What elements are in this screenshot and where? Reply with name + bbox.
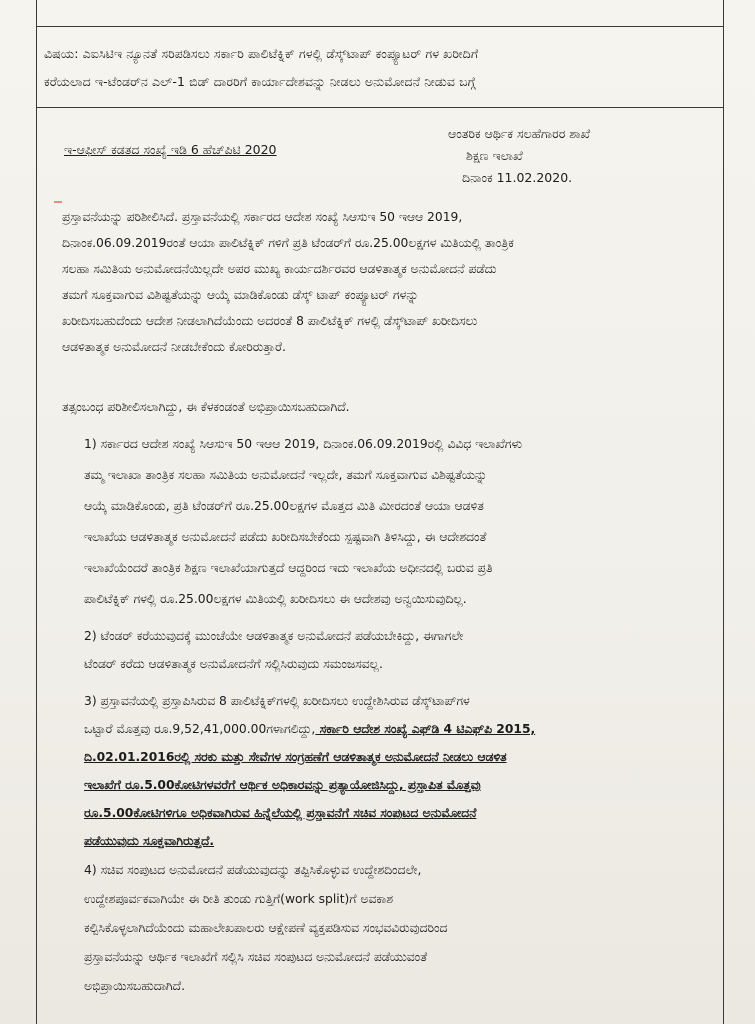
page-border-right: [723, 0, 724, 1024]
point-1-line: ತಮ್ಮ ಇಲಾಖಾ ತಾಂತ್ರಿಕ ಸಲಹಾ ಸಮಿತಿಯ ಅನುಮೋದನೆ ಇಲ್ಲದೇ, ತಮಗೆ ಸೂಕ್ತವಾಗುವ ವಿಶಿಷ್ಟತೆಯನ್ನು: [84, 468, 488, 482]
point-1-line: ಇಲಾಖೆಯೆಂದರೆ ತಾಂತ್ರಿಕ ಶಿಕ್ಷಣ ಇಲಾಖೆಯಾಗುತ್ತದೆ ಆದ್ದರಿಂದ ಇದು ಇಲಾಖೆಯ ಅಧೀನದಲ್ಲಿ ಬರುವ ಪ್ರತಿ: [84, 561, 493, 575]
point-4-line: ಕಲ್ಪಿಸಿಕೊಳ್ಳಲಾಗಿದೆಯೆಂದು ಮಹಾಲೇಖಪಾಲರು ಆಕ್ಷೇಪಣೆ ವ್ಯಕ್ತಪಡಿಸುವ ಸಂಭವವಿರುವುದರಿಂದ: [84, 921, 448, 935]
point-1-line: 1) ಸರ್ಕಾರದ ಆದೇಶ ಸಂಖ್ಯೆ ಸಿಆಸುಇ 50 ಇಆಆ 2019, ದಿನಾಂಕ.06.09.2019ರಲ್ಲಿ ವಿವಿಧ ಇಲಾಖೆಗಳು: [84, 437, 523, 451]
point-2-line: 2) ಟೆಂಡರ್ ಕರೆಯುವುದಕ್ಕೆ ಮುಂಚೆಯೇ ಆಡಳಿತಾತ್ಮಕ ಅನುಮೋದನೆ ಪಡೆಯಬೇಕಿದ್ದು, ಈಗಾಗಲೇ: [84, 629, 464, 643]
subject-box: [36, 26, 723, 108]
intro-line: ಆಡಳಿತಾತ್ಮಕ ಅನುಮೋದನೆ ನೀಡಬೇಕೆಂದು ಕೋರಿರುತ್ತಾರೆ.: [62, 340, 286, 354]
intro-line: ಸಲಹಾ ಸಮಿತಿಯ ಅನುಮೋದನೆಯಿಲ್ಲದೇ ಅಪರ ಮುಖ್ಯ ಕಾರ್ಯದರ್ಶಿರವರ ಆಡಳಿತಾತ್ಮಕ ಅನುಮೋದನೆ ಪಡೆದು: [62, 262, 497, 276]
document-date: ದಿನಾಂಕ 11.02.2020.: [462, 170, 573, 185]
point-4: [84, 856, 447, 1001]
point-3-line: ಪಡೆಯುವುದು ಸೂಕ್ತವಾಗಿರುತ್ತದೆ.: [84, 834, 215, 848]
subject-line-2: ಕರೆಯಲಾದ ಇ-ಟೆಂಡರ್‌ನ ಎಲ್-1 ಬಿಡ್ ದಾರರಿಗೆ ಕಾರ್ಯಾದೇಶವನ್ನು ನೀಡಲು ಅನುಮೋದನೆ ನೀಡುವ ಬಗ್ಗೆ: [44, 74, 476, 89]
point-3-line: ದಿ.02.01.2016ರಲ್ಲಿ ಸರಕು ಮತ್ತು ಸೇವೆಗಳ ಸಂಗ್ರಹಣೆಗೆ ಆಡಳಿತಾತ್ಮಕ ಅನುಮೋದನೆ ನೀಡಲು ಆಡಳಿತ: [84, 750, 507, 764]
point-3-order-ref: ಸರ್ಕಾರಿ ಆದೇಶ ಸಂಖ್ಯೆ ಎಫ್‌ಡಿ 4 ಟಿಎಫ್‌ಪಿ 2015,: [315, 722, 536, 736]
point-3-line-2: [84, 715, 535, 743]
point-3-amount: ಒಟ್ಟಾರೆ ಮೊತ್ತವು ರೂ.9,52,41,000.00ಗಳಾಗಲಿದ್ದು,: [84, 722, 316, 736]
intro-line: ತಮಗೆ ಸೂಕ್ತವಾಗುವ ವಿಶಿಷ್ಟತೆಯನ್ನು ಆಯ್ಕೆ ಮಾಡಿಕೊಂಡು ಡೆಸ್ಕ್ ಟಾಪ್ ಕಂಪ್ಯೂಟರ್ ಗಳನ್ನು: [62, 288, 419, 302]
point-2-line: ಟೆಂಡರ್ ಕರೆದು ಆಡಳಿತಾತ್ಮಕ ಅನುಮೋದನೆಗೆ ಸಲ್ಲಿಸಿರುವುದು ಸಮಂಜಸವಲ್ಲ.: [84, 657, 383, 671]
point-3-line: ರೂ.5.00ಕೋಟಿಗಳಿಗೂ ಅಧಿಕವಾಗಿರುವ ಹಿನ್ನೆಲೆಯಲ್ಲಿ ಪ್ರಸ್ತಾವನೆಗೆ ಸಚಿವ ಸಂಪುಟದ ಅನುಮೋದನೆ: [84, 806, 477, 820]
department-name: ಶಿಕ್ಷಣ ಇಲಾಖೆ: [466, 148, 523, 163]
point-3-line: 3) ಪ್ರಸ್ತಾವನೆಯಲ್ಲಿ ಪ್ರಸ್ತಾಪಿಸಿರುವ 8 ಪಾಲಿಟೆಕ್ನಿಕ್‌ಗಳಲ್ಲಿ ಖರೀದಿಸಲು ಉದ್ದೇಶಿಸಿರುವ ಡೆಸ್ಕ್‌ಟಾಪ್‌ಗಳ: [84, 694, 470, 708]
intro-line: ಪ್ರಸ್ತಾವನೆಯನ್ನು ಪರಿಶೀಲಿಸಿದೆ. ಪ್ರಸ್ತಾವನೆಯಲ್ಲಿ ಸರ್ಕಾರದ ಆದೇಶ ಸಂಖ್ಯೆ ಸಿಆಸುಇ 50 ಇಆಆ 2019,: [62, 210, 463, 224]
point-4-line: ಪ್ರಸ್ತಾವನೆಯನ್ನು ಆರ್ಥಿಕ ಇಲಾಖೆಗೆ ಸಲ್ಲಿಸಿ ಸಚಿವ ಸಂಪುಟದ ಅನುಮೋದನೆ ಪಡೆಯುವಂತೆ: [84, 950, 428, 964]
point-1: [84, 429, 522, 615]
point-1-line: ಪಾಲಿಟೆಕ್ನಿಕ್ ಗಳಲ್ಲಿ ರೂ.25.00ಲಕ್ಷಗಳ ಮಿತಿಯಲ್ಲಿ ಖರೀದಿಸಲು ಈ ಆದೇಶವು ಅನ್ವಯಿಸುವುದಿಲ್ಲ.: [84, 592, 467, 606]
point-3-line: ಇಲಾಖೆಗೆ ರೂ.5.00ಕೋಟಿಗಳವರೆಗೆ ಆರ್ಥಿಕ ಅಧಿಕಾರವನ್ನು ಪ್ರತ್ಯಾಯೋಜಿಸಿದ್ದು, ಪ್ರಸ್ತಾಪಿತ ಮೊತ್ತವು: [84, 778, 481, 792]
point-1-line: ಆಯ್ಕೆ ಮಾಡಿಕೊಂಡು, ಪ್ರತಿ ಟೆಂಡರ್‌ಗೆ ರೂ.25.00ಲಕ್ಷಗಳ ಮೊತ್ತದ ಮಿತಿ ಮೀರದಂತೆ ಆಯಾ ಆಡಳಿತ: [84, 499, 484, 513]
point-4-line: 4) ಸಚಿವ ಸಂಪುಟದ ಅನುಮೋದನೆ ಪಡೆಯುವುದನ್ನು ತಪ್ಪಿಸಿಕೊಳ್ಳುವ ಉದ್ದೇಶದಿಂದಲೇ,: [84, 863, 422, 877]
file-reference: ಇ-ಆಫೀಸ್ ಕಡತದ ಸಂಖ್ಯೆ ಇಡಿ 6 ಹೆಚ್‌ಪಿಟಿ 2020: [64, 142, 277, 157]
ink-mark: [54, 201, 62, 203]
examined-line: ತತ್ಸಂಬಂಧ ಪರಿಶೀಲಿಸಲಾಗಿದ್ದು, ಈ ಕೆಳಕಂಡಂತೆ ಅಭಿಪ್ರಾಯಿಸಬಹುದಾಗಿದೆ.: [62, 400, 350, 414]
point-4-line: ಅಭಿಪ್ರಾಯಿಸಬಹುದಾಗಿದೆ.: [84, 979, 185, 993]
intro-line: ದಿನಾಂಕ.06.09.2019ರಂತೆ ಆಯಾ ಪಾಲಿಟೆಕ್ನಿಕ್ ಗಳಿಗೆ ಪ್ರತಿ ಟೆಂಡರ್‌ಗೆ ರೂ.25.00ಲಕ್ಷಗಳ ಮಿತಿಯಲ್ಲಿ ತಾಂತ್ರಿಕ: [62, 236, 514, 250]
point-1-line: ಇಲಾಖೆಯ ಆಡಳಿತಾತ್ಮಕ ಅನುಮೋದನೆ ಪಡೆದು ಖರೀದಿಸಬೇಕೆಂದು ಸ್ಪಷ್ಟವಾಗಿ ತಿಳಿಸಿದ್ದು, ಈ ಆದೇಶದಂತೆ: [84, 530, 487, 544]
point-3: [84, 687, 535, 855]
point-2: [84, 622, 463, 678]
office-name: ಆಂತರಿಕ ಆರ್ಥಿಕ ಸಲಹೆಗಾರರ ಶಾಖೆ: [448, 126, 591, 141]
page-border-left: [36, 0, 37, 1024]
subject-line-1: ವಿಷಯ: ಎಐಸಿಟಿಇ ನ್ಯೂನತೆ ಸರಿಪಡಿಸಲು ಸರ್ಕಾರಿ ಪಾಲಿಟೆಕ್ನಿಕ್ ಗಳಲ್ಲಿ ಡೆಸ್ಕ್‌ಟಾಪ್ ಕಂಪ್ಯೂಟರ್ ಗಳ ಖರೀದಿಗೆ: [44, 46, 479, 61]
point-4-line: ಉದ್ದೇಶಪೂರ್ವಕವಾಗಿಯೇ ಈ ರೀತಿ ತುಂಡು ಗುತ್ತಿಗೆ(work split)ಗೆ ಅವಕಾಶ: [84, 892, 393, 906]
intro-line: ಖರೀದಿಸಬಹುದೆಂದು ಆದೇಶ ನೀಡಲಾಗಿದೆಯೆಂದು ಅದರಂತೆ 8 ಪಾಲಿಟೆಕ್ನಿಕ್ ಗಳಲ್ಲಿ ಡೆಸ್ಕ್‌ಟಾಪ್ ಖರೀದಿಸಲು: [62, 314, 478, 328]
intro-paragraph: [62, 204, 514, 360]
